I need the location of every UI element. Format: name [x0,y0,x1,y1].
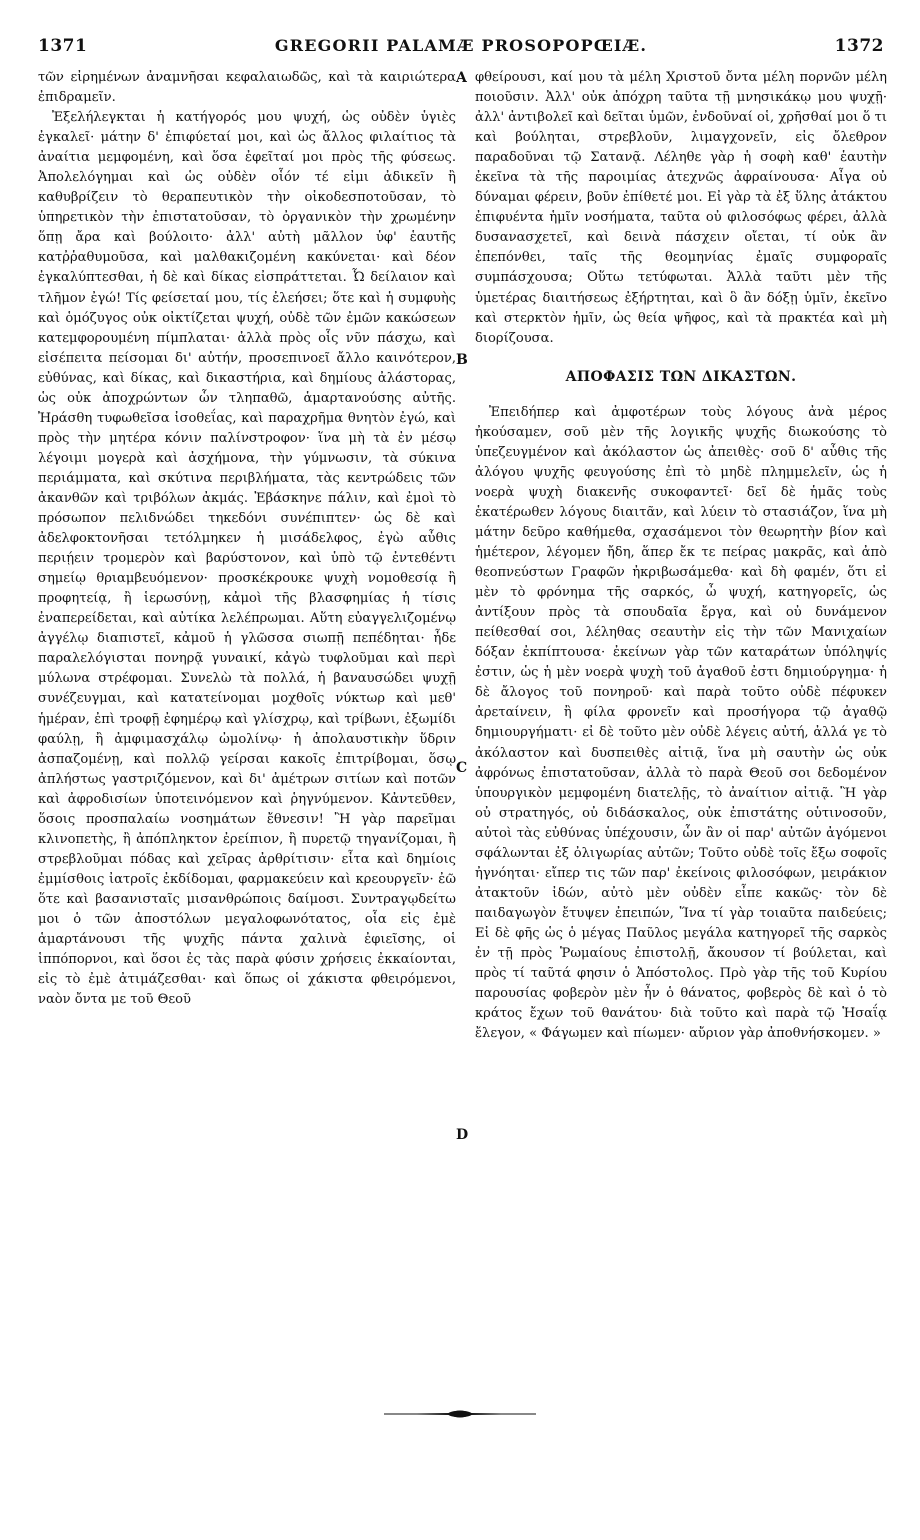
page-number-right: 1372 [834,36,884,56]
margin-mark-d: D [456,1127,469,1143]
decorative-rule-ornament-icon [380,1406,540,1422]
margin-mark-c: C [456,760,468,776]
left-paragraph-continuation: τῶν εἰρημένων ἀναμνῆσαι κεφαλαιωδῶς, καὶ τὰ καιριώτερα ἐπιδραμεῖν. [38,70,456,106]
margin-mark-b: B [456,352,468,368]
left-paragraph-main: Ἐξελήλεγκται ἡ κατήγορός μου ψυχή, ὡς οὐδὲν ὑγιὲς ἐγκαλεῖ· μάτην δ' ἐπιφύεταί μοι, καὶ ὡς ἄλλος φιλαίτιος τὰ ἀναίτια μεμφομένη, καὶ ὅσα ἐφεῖταί μοι πρὸς τῆς φύσεως. Ἀπολελόγημαι καὶ ὡς οὐδὲν οἷόν τέ εἰμι ἀδικεῖν ἢ καθυβρίζειν τὸ θεραπευτικὸν τὴν οἰκοδεσποτοῦσαν, τὸ ὑπηρετικὸν τὴν ἐπιστατοῦσαν, τὸ ὀργανικὸν τὴν χρωμένην ὅπῃ ἄρα καὶ βούλοιτο· ἀλλ' αὐτὴ μᾶλλον ὑφ' ἑαυτῆς κατῤῥαθυμοῦσα, καὶ μαλθακιζομένη κακύνεται· καὶ δέον ἐγκαλύπτεσθαι, ἡ δὲ καὶ δίκας εἰσπράττεται. Ὦ δείλαιον καὶ τλῆμον ἐγώ! Τίς φείσεταί μου, τίς ἐλεήσει; ὅτε καὶ ἡ συμφυὴς καὶ ὁμόζυγος οὐκ οἰκτίζεται ψυχή, οὐδὲ τῶν ἐμῶν κακώσεων κατεμφορουμένη πίμπλαται· ἀλλὰ πρὸς οἷς νῦν πάσχω, καὶ εἰσέπειτα πείσομαι δι' αὐτήν, προσεπινοεῖ ἄλλο καινότερον, εὐθύνας, καὶ δίκας, καὶ δικαστήρια, καὶ δημίους ἀλάστορας, ὡς οὐκ ἀποχρώντων ὧν τληπαθῶ, ἁμαρτανούσης αὐτῆς. Ἠράσθη τυφωθεῖσα ἰσοθεΐας, καὶ παραχρῆμα θνητὸν ἐγώ, καὶ πρὸς τὴν μητέρα κόνιν παλίνστροφον· ἵνα μὴ τὰ ἐν μέσῳ λέγοιμι μογερὰ καὶ ἀσχήμονα, τὴν γύμνωσιν, τὰ σύκινα περιάμματα, καὶ σκύτινα περιβλήματα, τὰς κεντρώδεις τῶν ἀκανθῶν καὶ τριβόλων ἀκμάς. Ἐβάσκηνε πάλιν, καὶ ἐμοὶ τὸ πρόσωπον πελιδνώδει τηκεδόνι συνέπιπτεν· ὡς δὲ καὶ ἀδελφοκτονῆσαι τετόλμηκεν ἡ μισάδελφος, ἐγὼ αὖθις περιῄειν τρομερὸν καὶ βαρύστονον, καὶ ὑπὸ τῷ ἐντεθέντι σημείῳ θριαμβευόμενον· προσκέκρουκε ψυχὴ νομοθεσίᾳ ἢ προφητείᾳ, ἢ ἱερωσύνῃ, κἀμοὶ τῆς βλασφημίας ἡ τίσις ἐναπερείδεται, καὶ αὐτίκα λελέπρωμαι. Αὕτη εὐαγγελιζομένῳ ἀγγέλῳ διαπιστεῖ, κἀμοῦ ἡ γλῶσσα σιωπῇ πεπέδηται· ἦδε παραλελόγισται πονηρᾷ γυναικί, κἀγὼ τυφλοῦμαι καὶ περὶ μύλωνα στρέφομαι. Συνελὼ τὰ πολλά, ἡ βαναυσώδει ψυχῇ συνέζευγμαι, καὶ κατατείνομαι μοχθοῖς νύκτωρ καὶ μεθ' ἡμέραν, ἐπὶ τροφῇ ἐφημέρῳ καὶ γλίσχρῳ, καὶ τρίβωνι, ἐξωμίδι φαύλῃ, ἢ ἀμφιμασχάλῳ ὠμολίνῳ· ἡ ἀπολαυστικὴν ὕδριν ἀσπαζομένῃ, καὶ πολλῷ γείρσαι κακοῖς ἐπιτρίβομαι, ὅσῳ ἀπλήστως γαστριζόμενον, καὶ δι' ἀμέτρων σιτίων καὶ ποτῶν καὶ ἀφροδισίων ὑποτεινόμενον καὶ ῥηγνύμενον. Κἀντεῦθεν, ὅσοις προσπαλαίω νοσημάτων ἔθνεσιν! Ἢ γὰρ παρεῖμαι κλινοπετὴς, ἢ ἀπόπληκτον ἐρείπιον, ἢ πυρετῷ τηγανίζομαι, ἢ στρεβλοῦμαι πόδας καὶ χεῖρας ἀρθρίτισιν· εἶτα καὶ δημίοις ἐμμίσθοις ἰατροῖς ἐκδίδομαι, φαρμακεύειν καὶ κρεουργεῖν· ἐῶ ὅτε καὶ βασανισταῖς μισανθρώποις δαίμοσι. Συντραγῳδείτω μοι ὁ τῶν ἀποστόλων μεγαλοφωνότατος, οἷα εἰς ἐμὲ ἁμαρτάνουσι τῆς ψυχῆς πάντα χαλινὰ ἐφιεῖσης, οἱ ἱππόπορνοι, καὶ ὅσοι ἐς τὰς παρὰ φύσιν χρήσεις ἐκκαίονται, εἰς τὸ ἐμὲ ἀτιμάζεσθαι· καὶ ὅπως οἱ χάκιστα φθειρόμενοι, ναὸν ὄντα με τοῦ Θεοῦ [38,110,456,1008]
margin-mark-a: A [456,70,467,86]
right-column [475,68,887,1044]
running-header [38,36,884,66]
right-paragraph-judgment: Ἐπειδήπερ καὶ ἀμφοτέρων τοὺς λόγους ἀνὰ μέρος ἠκούσαμεν, σοῦ μὲν τῆς λογικῆς ψυχῆς διωκούσης τὸ ὑπεζευγμένον καὶ ἀκόλαστον ὡς ἀπειθὲς· σοῦ δ' αὖθις τῆς ἀλόγου ψυχῆς φευγούσης ἐπὶ τὸ μηδὲ πλημμελεῖν, ὡς ἡ νοερὰ ψυχὴ διακενῆς συκοφαντεῖ· δεῖ δὲ ἡμᾶς τοὺς ἑκατέρωθεν λόγους διαιτᾶν, καὶ λύειν τὸ στασιάζον, ἵνα μὴ μάτην δεῦρο καθήμεθα, σχασάμενοι τὸν θεωρητὴν βίον καὶ ἡμέτερον, λέγομεν ἤδη, ἅπερ ἔκ τε πείρας μακρᾶς, καὶ ἀπὸ θεοπνεύστων Γραφῶν ἠκριβωσάμεθα· καὶ δὴ φαμέν, ὅτι εἰ μὲν τὸ φρόνημα τῆς σαρκός, ὦ ψυχή, κατηγορεῖς, ὡς ἀντίξουν πρὸς τὰ σπουδαῖα ἔργα, καὶ οὐ δυνάμενον πείθεσθαί σοι, λέληθας σεαυτὴν εἰς τὴν τῶν Μανιχαίων δόξαν ἐκπίπτουσα· ἐκείνων γὰρ τῶν καταράτων ὑπόληψίς ἐστιν, ὡς ἡ μὲν νοερὰ ψυχὴ τοῦ ἀγαθοῦ ἐστι δημιούργημα· ἡ δὲ ἄλογος τοῦ πονηροῦ· καὶ παρὰ τοῦτο οὐδὲ πέφυκεν ἀρεταίνειν, ἢ φίλα φρονεῖν καὶ προσήγορα τῷ ἀγαθῷ δημιουργήματι· εἰ δὲ τοῦτο μὲν οὐδὲ λέγεις αὐτή, ἀλλά γε τὸ ἀκόλαστον καὶ δυσπειθὲς αἰτιᾷ, ἵνα μὴ σαυτὴν ὡς οὐκ ἀφρόνως ἐπιστατοῦσαν, ἀλλὰ τὸ παρὰ Θεοῦ σοι δεδομένον ὑπουργικὸν μεμφομένη διατελῇς, τὸ ἀναίτιον αἰτιᾷ. Ἢ γὰρ οὐ στρατηγός, οὐ διδάσκαλος, οὐκ ἐπιστάτης οὑτινοσοῦν, αὐτοὶ τὰς εὐθύνας ὑπέχουσιν, ὧν ἂν οἱ παρ' αὐτῶν ἀγόμενοι σφάλωνται ἐξ ὀλιγωρίας αὐτῶν; Τοῦτο οὐδὲ τοῖς ἔξω σοφοῖς ἠγνόηται· εἴπερ τις τῶν παρ' ἐκείνοις φιλοσόφων, μειράκιον ἀτακτοῦν ἰδών, αὐτὸ μὲν οὐδὲν εἶπε κακῶς· τὸν δὲ παιδαγωγὸν ἔτυψεν ἐπειπών, Ἵνα τί γὰρ τοιαῦτα παιδεύεις; Εἰ δὲ φῆς ὡς ὁ μέγας Παῦλος μεγάλα κατηγορεῖ τῆς σαρκὸς ἐν τῇ πρὸς Ῥωμαίους ἐπιστολῇ, ἄκουσον τί βούλεται, καὶ πρὸς τί ταῦτά φησιν ὁ Ἀπόστολος. Πρὸ γὰρ τῆς τοῦ Κυρίου παρουσίας φοβερὸν μὲν ἦν ὁ θάνατος, φοβερὸς δὲ καὶ ὁ τὸ κράτος ἔχων τοῦ θανάτου· διὰ τοῦτο καὶ παρὰ τῷ Ἡσαΐᾳ ἔλεγον, « Φάγωμεν καὶ πίωμεν· αὔριον γὰρ ἀποθνήσκομεν. » [475,404,887,1042]
right-paragraph-continuation: φθείρουσι, καί μου τὰ μέλη Χριστοῦ ὄντα μέλη πορνῶν μέλη ποιοῦσιν. Ἀλλ' οὐκ ἀπόχρη ταῦτα τῇ μνησικάκῳ μου ψυχῇ· ἀλλ' ἀντιβολεῖ καὶ δεῖται ὑμῶν, ἐνδοῦναί οἱ, χρῆσθαί μοι ὅ τι καὶ βούληται, στρεβλοῦν, λιμαγχονεῖν, εἰς ὄλεθρον παραδοῦναι τῷ Σατανᾷ. Λέληθε γὰρ ἡ σοφὴ καθ' ἑαυτὴν ἐκεῖνα τὰ τῆς παροιμίας ἀτεχνῶς ἀφραίνουσα· Αἶγα οὐ δύναμαι φέρειν, βοῦν ἐπίθετέ μοι. Εἰ γὰρ τὰ ἐξ ὕλης ἀτάκτου ἐπιφυέντα ἡμῖν νοσήματα, ταῦτα οὐ φιλοσόφως φέρει, ἀλλὰ δυσανασχετεῖ, καὶ δεινὰ πάσχειν οἴεται, τί οὐκ ἂν ἐπεπόνθει, ταῖς τῆς θεομηνίας ἐμαῖς συμφοραῖς συμπάσχουσα; Οὕτω τετύφωται. Ἀλλὰ ταῦτι μὲν τῆς ὑμετέρας διαιτήσεως ἐξήρτηται, καὶ ὃ ἂν δόξῃ ὑμῖν, ἐκεῖνο καὶ στερκτὸν ἡμῖν, ὡς θεία ψῆφος, καὶ τὰ πρακτέα καὶ μὴ διορίζουσα. [475,70,887,346]
section-heading: ΑΠΟΦΑΣΙΣ ΤΩΝ ΔΙΚΑΣΤΩΝ. [565,368,797,385]
running-title: GREGORII PALAMÆ PROSOPOPŒIÆ. [274,36,648,55]
page-number-left: 1371 [38,36,88,56]
left-column [38,68,456,1010]
